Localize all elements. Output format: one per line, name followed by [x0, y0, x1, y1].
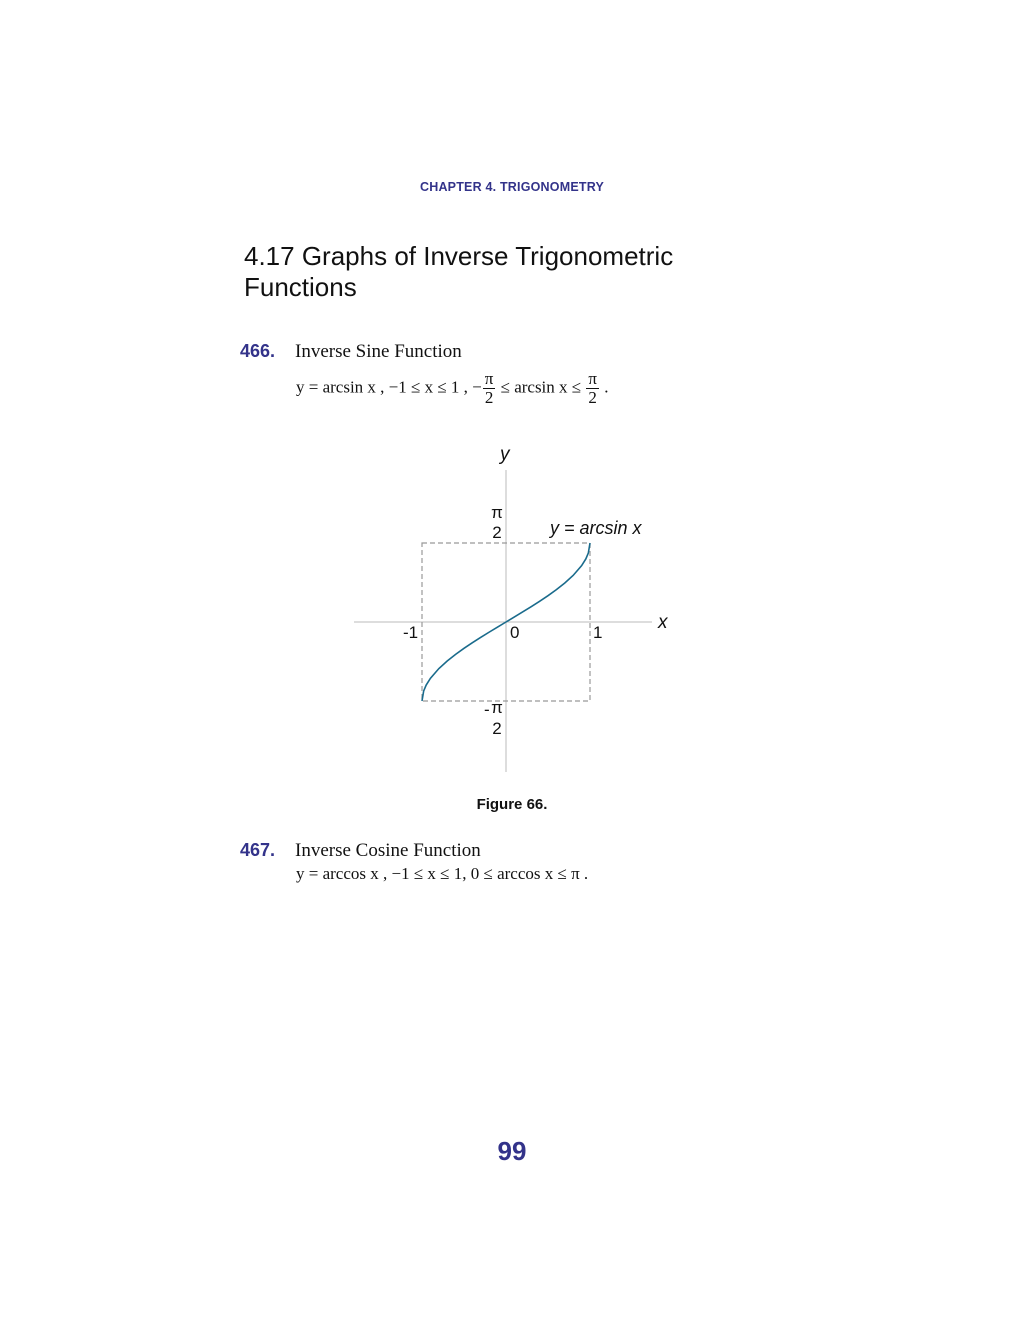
x-tick-label: -1: [403, 623, 419, 642]
page-number: 99: [497, 1136, 527, 1166]
fraction: $\frac{\pi}{2}$: [484, 369, 494, 407]
section-title-line1: 4.17 Graphs of Inverse Trigonometric: [244, 241, 674, 271]
figure-caption: Figure 66.: [476, 796, 548, 813]
arccos-formula: y = arccos x , −1 ≤ x ≤ 1, 0 ≤ arccos x ≤ π .: [296, 864, 589, 883]
item-467: [240, 840, 275, 861]
arcsin-formula: [296, 370, 608, 407]
formula-text: y = arcsin x , −1 ≤ x ≤ 1 , −: [296, 377, 482, 397]
y-tick-label: -: [484, 700, 490, 719]
y-tick-label: 2: [492, 523, 502, 542]
item-number: 467.: [240, 840, 276, 860]
y-axis-label: y: [500, 444, 510, 465]
x-axis-label: x: [658, 612, 668, 633]
y-tick-label: π: [491, 698, 503, 717]
item-466: [240, 341, 275, 362]
curve-label: y = arcsin x: [550, 518, 642, 538]
formula-text: ≤ arcsin x ≤: [496, 377, 586, 397]
item-title: Inverse Sine Function: [295, 341, 462, 362]
item-number: 466.: [240, 341, 276, 361]
formula-text: .: [599, 377, 609, 397]
fraction: $\frac{\pi}{2}$: [588, 369, 597, 407]
y-tick-label: π: [491, 503, 503, 522]
arcsin-graph: [340, 440, 680, 780]
x-tick-label: 0: [510, 623, 520, 642]
section-title-line2: Functions: [244, 272, 357, 302]
chapter-header: CHAPTER 4. TRIGONOMETRY: [419, 180, 604, 194]
x-tick-label: 1: [593, 623, 603, 642]
y-tick-label: 2: [492, 719, 502, 738]
item-title: Inverse Cosine Function: [295, 840, 481, 861]
section-title: [244, 241, 764, 303]
